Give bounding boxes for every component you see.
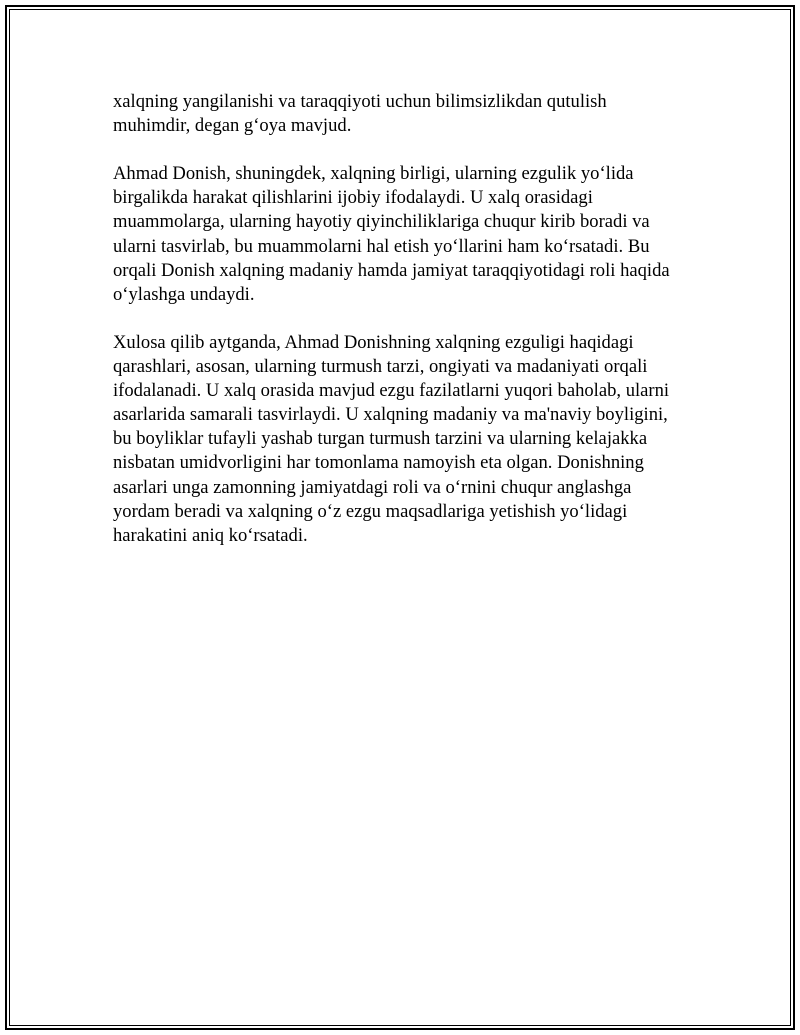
paragraph-3: Xulosa qilib aytganda, Ahmad Donishning xalqning ezguligi haqidagi qarashlari, asosan, ularning turmush tarzi, ongiyati va madaniyati orqali ifodalanadi. U xalq orasida mavjud ezgu fazilatlarni yuqori baholab, ularni asarlarida samarali tasvirlaydi. U xalqning madaniy va ma'naviy boyligini, bu boyliklar tufayli yashab turgan turmush tarzini va ularning kelajakka nisbatan umidvorligini har tomonlama namoyish eta olgan. Donishning asarlari unga zamonning jamiyatdagi roli va o‘rnini chuqur anglashga yordam beradi va xalqning o‘z ezgu maqsadlariga yetishish yo‘lidagi harakatini aniq ko‘rsatadi.	[113, 331, 670, 546]
document-body	[113, 90, 673, 572]
paragraph-1: xalqning yangilanishi va taraqqiyoti uchun bilimsizlikdan qutulish muhimdir, degan g‘oya mavjud.	[113, 91, 607, 137]
paragraph-2: Ahmad Donish, shuningdek, xalqning birligi, ularning ezgulik yo‘lida birgalikda harakat qilishlarini ijobiy ifodalaydi. U xalq orasidagi muammolarga, ularning hayotiy qiyinchiliklariga chuqur kirib boradi va ularni tasvirlab, bu muammolarni hal etish yo‘llarini ham ko‘rsatadi. Bu orqali Donish xalqning madaniy hamda jamiyat taraqqiyotidagi roli haqida o‘ylashga undaydi.	[113, 163, 670, 305]
